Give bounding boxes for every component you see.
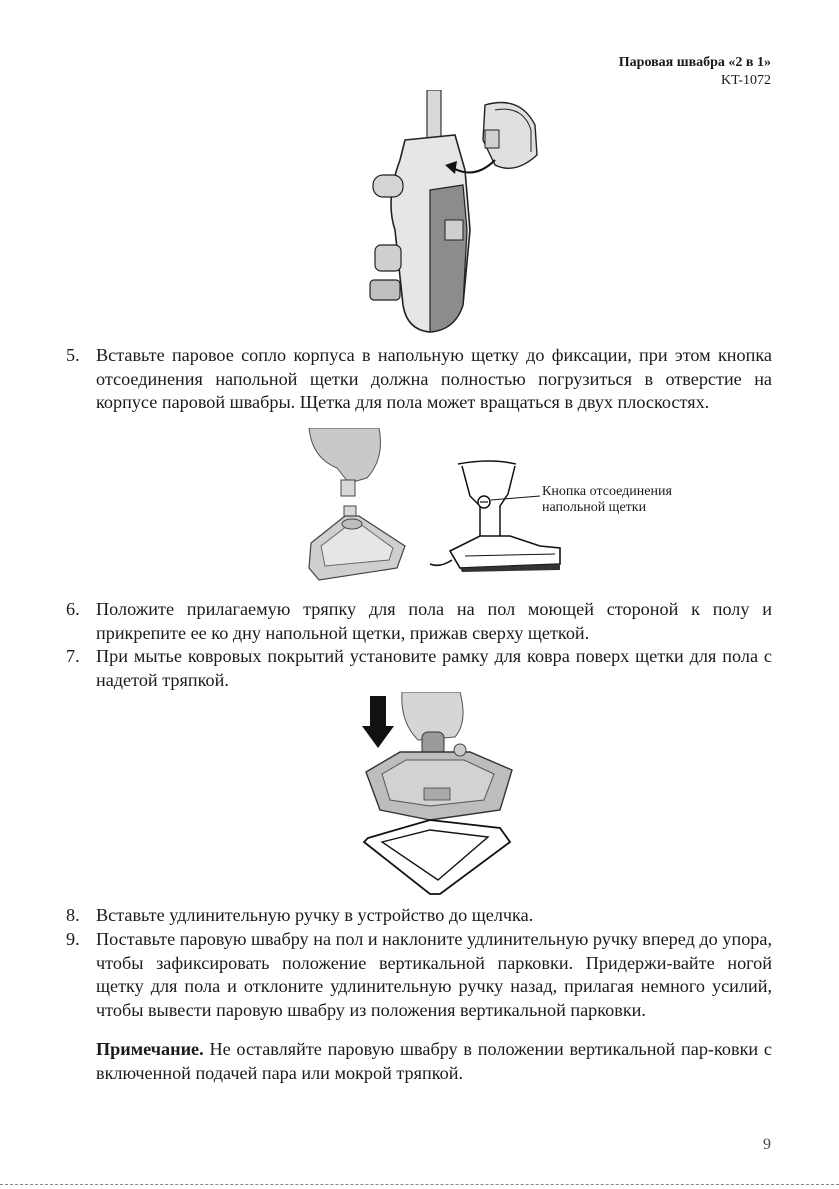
detach-button-callout	[542, 484, 672, 516]
footer-divider	[0, 1184, 839, 1185]
model-number: KT-1072	[720, 73, 771, 88]
note-text: Не оставляйте паровую швабру в положении вертикальной пар-ковки с включенной подачей пара или мокрой тряпкой.	[96, 1039, 772, 1083]
callout-line-2: напольной щетки	[542, 500, 647, 515]
callout-line-1: Кнопка отсоединения	[542, 484, 672, 499]
step-number: 9.	[66, 929, 80, 949]
step-number: 6.	[66, 599, 80, 619]
note-label: Примечание.	[96, 1039, 204, 1059]
document-title: Паровая швабра «2 в 1»	[618, 55, 771, 70]
step-number: 5.	[66, 345, 80, 365]
list-item	[66, 928, 772, 1022]
step-text: Вставьте паровое сопло корпуса в напольную щетку до фиксации, при этом кнопка отсоединения напольной щетки должна полностью погрузиться в отверстие на корпусе паровой швабры. Щетка для пола может вращаться в двух плоскостях.	[96, 345, 772, 412]
step-text: Положите прилагаемую тряпку для пола на пол моющей стороной к полу и прикрепите ее ко дну напольной щетки, прижав сверху щеткой.	[96, 599, 772, 643]
figure-carpet-frame	[360, 692, 522, 898]
step-text: Поставьте паровую швабру на пол и наклоните удлинительную ручку вперед до упора, чтобы зафиксировать положение вертикальной парковки. Придержи-вайте ногой щетку для пола и отклоните удлинительную ручку назад, прилагая немного усилий, чтобы вывести паровую швабру из положения вертикальной парковки.	[96, 929, 772, 1020]
list-item	[66, 904, 772, 928]
note-paragraph	[66, 1038, 772, 1085]
page-number: 9	[763, 1136, 771, 1153]
list-item	[66, 344, 772, 415]
figure-mop-body	[345, 90, 545, 338]
step-number: 7.	[66, 646, 80, 666]
step-number: 8.	[66, 905, 80, 925]
step-text: При мытье ковровых покрытий установите рамку для ковра поверх щетки для пола с надетой тряпкой.	[96, 646, 772, 690]
step-text: Вставьте удлинительную ручку в устройство до щелчка.	[96, 905, 534, 925]
figure-nozzle-insertion	[307, 428, 407, 586]
list-item	[66, 598, 772, 645]
list-item	[66, 645, 772, 692]
page-header	[619, 54, 771, 90]
